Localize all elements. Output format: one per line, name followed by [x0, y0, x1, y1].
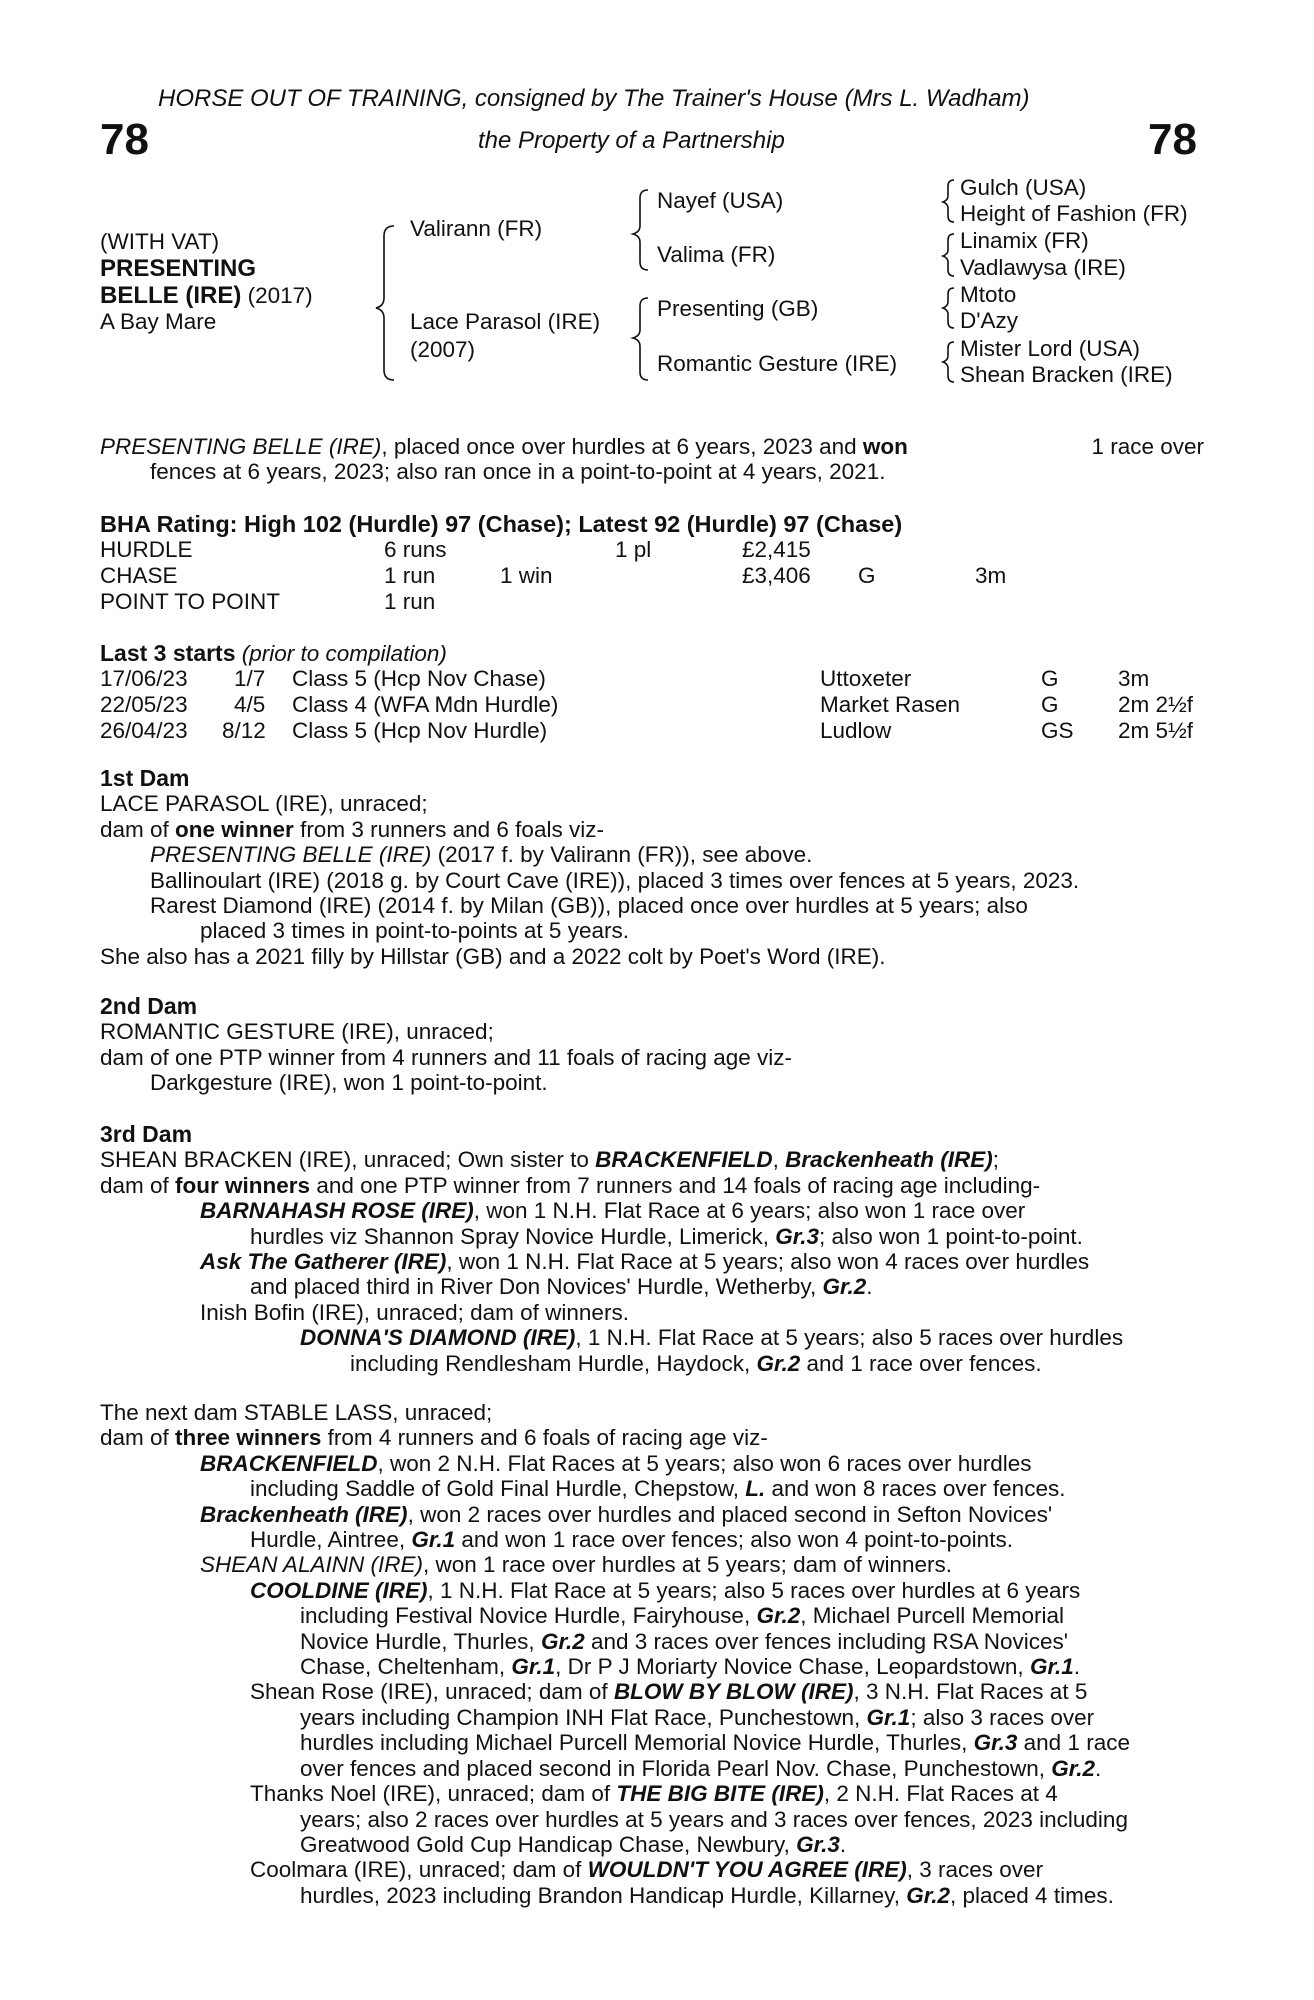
t: Gr.1 — [411, 1527, 456, 1553]
t: including Festival Novice Hurdle, Fairyhouse, — [300, 1603, 757, 1629]
t: Gr.3 — [973, 1730, 1018, 1756]
t: BARNAHASH ROSE (IRE) — [200, 1198, 474, 1224]
t: Ask The Gatherer (IRE) — [200, 1249, 447, 1275]
pedigree-dam-year: (2007) — [410, 337, 476, 362]
t: BRACKENFIELD — [595, 1147, 773, 1173]
t: including Saddle of Gold Final Hurdle, Chepstow, — [250, 1476, 746, 1502]
t: COOLDINE (IRE) — [250, 1577, 428, 1603]
t: BLOW BY BLOW (IRE) — [613, 1679, 854, 1705]
second-dam-l3: Darkgesture (IRE), won 1 point-to-point. — [150, 1070, 548, 1096]
summary-line2: fences at 6 years, 2023; also ran once in a point-to-point at 4 years, 2021. — [150, 459, 886, 485]
header-consignor: HORSE OUT OF TRAINING, consigned by The Trainer's House (Mrs L. Wadham) — [158, 85, 1030, 112]
third-dam-l5 — [100, 1249, 1204, 1274]
first-dam-l5 — [100, 893, 1204, 918]
record-going: G — [858, 563, 876, 588]
t: WOULDN'T YOU AGREE (IRE) — [587, 1857, 907, 1883]
t: hurdles including Michael Purcell Memorial Novice Hurdle, Thurles, — [300, 1730, 974, 1756]
next-dam-l7 — [100, 1552, 1204, 1577]
t: Shean Rose (IRE), unraced; dam of — [250, 1679, 614, 1705]
second-dam-l1: ROMANTIC GESTURE (IRE), unraced; — [100, 1019, 494, 1045]
record-row — [100, 589, 280, 615]
next-dam-l8 — [100, 1578, 1204, 1603]
t: , won 1 N.H. Flat Race at 5 years; also won 4 races over hurdles — [446, 1249, 1090, 1275]
pedigree-ssd: Height of Fashion (FR) — [960, 201, 1188, 226]
record-wins: 1 win — [500, 563, 553, 588]
t: Coolmara (IRE), unraced; dam of — [250, 1857, 588, 1883]
summary-text-a: , placed once over hurdles at 6 years, 2023 and — [381, 434, 863, 459]
t: PRESENTING BELLE (IRE) — [150, 842, 432, 868]
record-row — [100, 537, 193, 563]
t: , Dr P J Moriarty Novice Chase, Leopardstown, — [555, 1654, 1030, 1680]
t: and placed third in River Don Novices' Hurdle, Wetherby, — [250, 1274, 823, 1300]
t: . — [1073, 1654, 1080, 1680]
start-position: 4/5 — [234, 692, 266, 717]
start-going: GS — [1041, 718, 1074, 743]
t: , 3 races over — [906, 1857, 1044, 1883]
second-dam-l2: dam of one PTP winner from 4 runners and 11 foals of racing age viz- — [100, 1044, 793, 1070]
t: Gr.1 — [1029, 1654, 1074, 1680]
pedigree-dss: Mtoto — [960, 282, 1017, 307]
t: . — [839, 1831, 847, 1857]
next-dam-l17: years; also 2 races over hurdles at 5 years and 3 races over fences, 2023 including — [300, 1806, 1128, 1832]
t: and 1 race over fences. — [800, 1350, 1042, 1376]
t: from 4 runners and 6 foals of racing age viz- — [321, 1425, 768, 1451]
start-course: Market Rasen — [820, 692, 961, 717]
start-race: Class 5 (Hcp Nov Chase) — [292, 666, 546, 691]
t: and won 8 races over fences. — [765, 1476, 1066, 1502]
last-starts-sub: (prior to compilation) — [235, 641, 447, 666]
third-dam-l8 — [100, 1325, 1204, 1350]
start-distance: 2m 2½f — [1118, 692, 1194, 717]
summary-text-b: 1 race over — [1091, 434, 1204, 459]
t: Gr.1 — [866, 1704, 911, 1730]
t: , won 1 race over hurdles at 5 years; dam of winners. — [422, 1552, 952, 1578]
last-starts-heading — [100, 640, 447, 667]
record-distance: 3m — [975, 563, 1007, 588]
t: from 3 runners and 6 foals viz- — [293, 816, 604, 842]
t: Gr.2 — [822, 1274, 867, 1300]
pedigree-dds: Mister Lord (USA) — [960, 336, 1141, 361]
t: . — [1095, 1755, 1102, 1781]
summary-won: won — [862, 434, 908, 459]
start-distance: 2m 5½f — [1118, 718, 1194, 743]
start-course: Uttoxeter — [820, 666, 912, 691]
t: Chase, Cheltenham, — [300, 1654, 512, 1680]
start-date: 26/04/23 — [100, 718, 188, 743]
t: BRACKENFIELD — [200, 1450, 378, 1476]
first-dam-l4: Ballinoulart (IRE) (2018 g. by Court Cave (IRE)), placed 3 times over fences at 5 years, 2023. — [150, 867, 1080, 893]
t: Gr.3 — [796, 1831, 840, 1857]
third-dam-l3 — [100, 1198, 1204, 1223]
t: dam of — [100, 1172, 176, 1198]
third-dam-l1 — [100, 1147, 1204, 1172]
third-dam-l4 — [100, 1224, 1204, 1249]
t: and 3 races over fences including RSA Novices' — [584, 1628, 1069, 1654]
t: Gr.1 — [511, 1654, 556, 1680]
start-distance: 3m — [1118, 666, 1150, 691]
bha-rating: BHA Rating: High 102 (Hurdle) 97 (Chase); Latest 92 (Hurdle) 97 (Chase) — [100, 511, 903, 537]
t: SHEAN BRACKEN (IRE), unraced; Own sister to — [100, 1147, 596, 1173]
last-starts-title: Last 3 starts — [100, 640, 236, 666]
t: years including Champion INH Flat Race, Punchestown, — [300, 1704, 867, 1730]
t: Brackenheath (IRE) — [200, 1501, 408, 1527]
t: ; — [992, 1147, 999, 1173]
pedigree-ddd: Shean Bracken (IRE) — [960, 362, 1173, 387]
third-dam-l9 — [100, 1351, 1204, 1376]
start-race: Class 5 (Hcp Nov Hurdle) — [292, 718, 548, 743]
start-position: 8/12 — [222, 718, 266, 743]
t: THE BIG BITE (IRE) — [616, 1781, 824, 1807]
pedigree-dsd: D'Azy — [960, 308, 1019, 333]
pedigree-sds: Linamix (FR) — [960, 228, 1089, 253]
header-property: the Property of a Partnership — [478, 127, 785, 154]
next-dam-l18 — [100, 1832, 1204, 1857]
start-going: G — [1041, 692, 1059, 717]
t: SHEAN ALAINN (IRE) — [200, 1552, 423, 1578]
t: , won 1 N.H. Flat Race at 6 years; also won 1 race over — [473, 1198, 1026, 1224]
pedigree-dam-sire: Presenting (GB) — [657, 296, 819, 321]
t: . — [866, 1274, 873, 1300]
t: ; also won 1 point-to-point. — [819, 1223, 1083, 1249]
record-type: POINT TO POINT — [100, 589, 281, 614]
t: Thanks Noel (IRE), unraced; dam of — [250, 1781, 617, 1807]
third-dam-l7: Inish Bofin (IRE), unraced; dam of winners. — [200, 1299, 629, 1325]
t: four winners — [175, 1172, 311, 1198]
t: over fences and placed second in Florida Pearl Nov. Chase, Punchestown, — [300, 1755, 1052, 1781]
t: Gr.2 — [906, 1882, 950, 1908]
t: DONNA'S DIAMOND (IRE) — [300, 1325, 576, 1351]
t: dam of — [100, 1425, 176, 1451]
third-dam-section — [100, 1122, 1204, 1376]
horse-name-2: BELLE (IRE) — [100, 282, 242, 309]
t: Hurdle, Aintree, — [250, 1527, 412, 1553]
t: and 1 race — [1017, 1730, 1130, 1756]
start-date: 22/05/23 — [100, 692, 188, 717]
first-dam-title: 1st Dam — [100, 765, 190, 791]
t: one winner — [175, 816, 294, 842]
pedigree-sss: Gulch (USA) — [960, 175, 1087, 200]
next-dam-section — [100, 1400, 1204, 1908]
t: , 1 N.H. Flat Race at 5 years; also 5 races over hurdles at 6 years — [427, 1577, 1081, 1603]
third-dam-l2 — [100, 1173, 1204, 1198]
record-runs: 6 runs — [384, 537, 447, 562]
second-dam-section — [100, 994, 1204, 1096]
next-dam-l9 — [100, 1603, 1204, 1628]
record-type: CHASE — [100, 563, 178, 588]
t: Brackenheath (IRE) — [785, 1147, 993, 1173]
t: , — [772, 1147, 786, 1173]
race-summary — [100, 434, 1204, 485]
pedigree-sire: Valirann (FR) — [410, 216, 543, 241]
lot-number-right: 78 — [1148, 115, 1197, 164]
horse-year: (2017) — [241, 283, 313, 308]
t: Gr.3 — [775, 1223, 820, 1249]
next-dam-l3 — [100, 1451, 1204, 1476]
pedigree-sdd: Vadlawysa (IRE) — [960, 255, 1126, 280]
next-dam-l14 — [100, 1730, 1204, 1755]
record-placed: 1 pl — [615, 537, 652, 562]
t: Gr.2 — [1051, 1755, 1096, 1781]
t: and one PTP winner from 7 runners and 14 foals of racing age including- — [310, 1172, 1041, 1198]
first-dam-section — [100, 766, 1204, 969]
t: (2017 f. by Valirann (FR)), see above. — [431, 842, 813, 868]
pedigree-dam-dam: Romantic Gesture (IRE) — [657, 351, 898, 376]
t: and won 1 race over fences; also won 4 point-to-points. — [455, 1527, 1013, 1553]
pedigree-sire-dam: Valima (FR) — [657, 242, 776, 267]
t: Greatwood Gold Cup Handicap Chase, Newbury, — [300, 1831, 797, 1857]
t: hurdles, 2023 including Brandon Handicap Hurdle, Killarney, — [300, 1882, 907, 1908]
record-row — [100, 563, 178, 589]
t: , 3 N.H. Flat Races at 5 — [853, 1679, 1088, 1705]
next-dam-l11 — [100, 1654, 1204, 1679]
t: Novice Hurdle, Thurles, — [300, 1628, 541, 1654]
second-dam-title: 2nd Dam — [100, 993, 198, 1019]
t: Gr.2 — [756, 1350, 801, 1376]
pedigree-sire-sire: Nayef (USA) — [657, 188, 784, 213]
start-going: G — [1041, 666, 1059, 691]
record-money: £3,406 — [742, 563, 811, 588]
record-runs: 1 run — [384, 589, 436, 614]
first-dam-l6: placed 3 times in point-to-points at 5 years. — [200, 918, 629, 944]
next-dam-l2 — [100, 1425, 1204, 1450]
t: L. — [745, 1476, 766, 1502]
next-dam-l4 — [100, 1476, 1204, 1501]
t: , won 2 races over hurdles and placed second in Sefton Novices' — [407, 1501, 1053, 1527]
t: Gr.2 — [756, 1603, 801, 1629]
first-dam-l2 — [100, 817, 1204, 842]
record-type: HURDLE — [100, 537, 193, 562]
t: Rarest Diamond (IRE) (2014 f. by Milan (GB)), placed once over hurdles at 5 years; also — [150, 893, 1028, 919]
summary-horse-name: PRESENTING BELLE (IRE) — [100, 434, 382, 459]
start-position: 1/7 — [234, 666, 266, 691]
next-dam-l1: The next dam STABLE LASS, unraced; — [100, 1400, 493, 1425]
t: hurdles viz Shannon Spray Novice Hurdle, Limerick, — [250, 1223, 776, 1249]
third-dam-l6 — [100, 1274, 1204, 1299]
horse-description: A Bay Mare — [100, 309, 217, 334]
record-money: £2,415 — [742, 537, 811, 562]
t: dam of — [100, 816, 176, 842]
first-dam-l1: LACE PARASOL (IRE), unraced; — [100, 791, 428, 817]
t: , 1 N.H. Flat Race at 5 years; also 5 races over hurdles — [575, 1325, 1124, 1351]
next-dam-l5 — [100, 1502, 1204, 1527]
next-dam-l19 — [100, 1857, 1204, 1882]
vat-label: (WITH VAT) — [100, 229, 220, 254]
next-dam-l10 — [100, 1629, 1204, 1654]
horse-name-line1: PRESENTING — [100, 255, 257, 282]
t: , 2 N.H. Flat Races at 4 — [823, 1781, 1058, 1807]
start-race: Class 4 (WFA Mdn Hurdle) — [292, 692, 559, 717]
next-dam-l15 — [100, 1756, 1204, 1781]
t: , Michael Purcell Memorial — [800, 1603, 1065, 1629]
third-dam-title: 3rd Dam — [100, 1121, 193, 1147]
pedigree-dam: Lace Parasol (IRE) — [410, 309, 601, 334]
t: , placed 4 times. — [950, 1882, 1114, 1908]
t: , won 2 N.H. Flat Races at 5 years; also won 6 races over hurdles — [377, 1450, 1032, 1476]
next-dam-l20 — [100, 1883, 1204, 1908]
t: Gr.2 — [540, 1628, 585, 1654]
first-dam-l7: She also has a 2021 filly by Hillstar (GB) and a 2022 colt by Poet's Word (IRE). — [100, 943, 886, 969]
record-runs: 1 run — [384, 563, 436, 588]
t: three winners — [175, 1425, 322, 1451]
start-date: 17/06/23 — [100, 666, 188, 691]
next-dam-l16 — [100, 1781, 1204, 1806]
t: including Rendlesham Hurdle, Haydock, — [350, 1350, 757, 1376]
first-dam-l3 — [100, 842, 1204, 867]
start-course: Ludlow — [820, 718, 892, 743]
t: ; also 3 races over — [910, 1704, 1095, 1730]
lot-number-left: 78 — [100, 115, 149, 164]
next-dam-l12 — [100, 1679, 1204, 1704]
next-dam-l13 — [100, 1705, 1204, 1730]
next-dam-l6 — [100, 1527, 1204, 1552]
